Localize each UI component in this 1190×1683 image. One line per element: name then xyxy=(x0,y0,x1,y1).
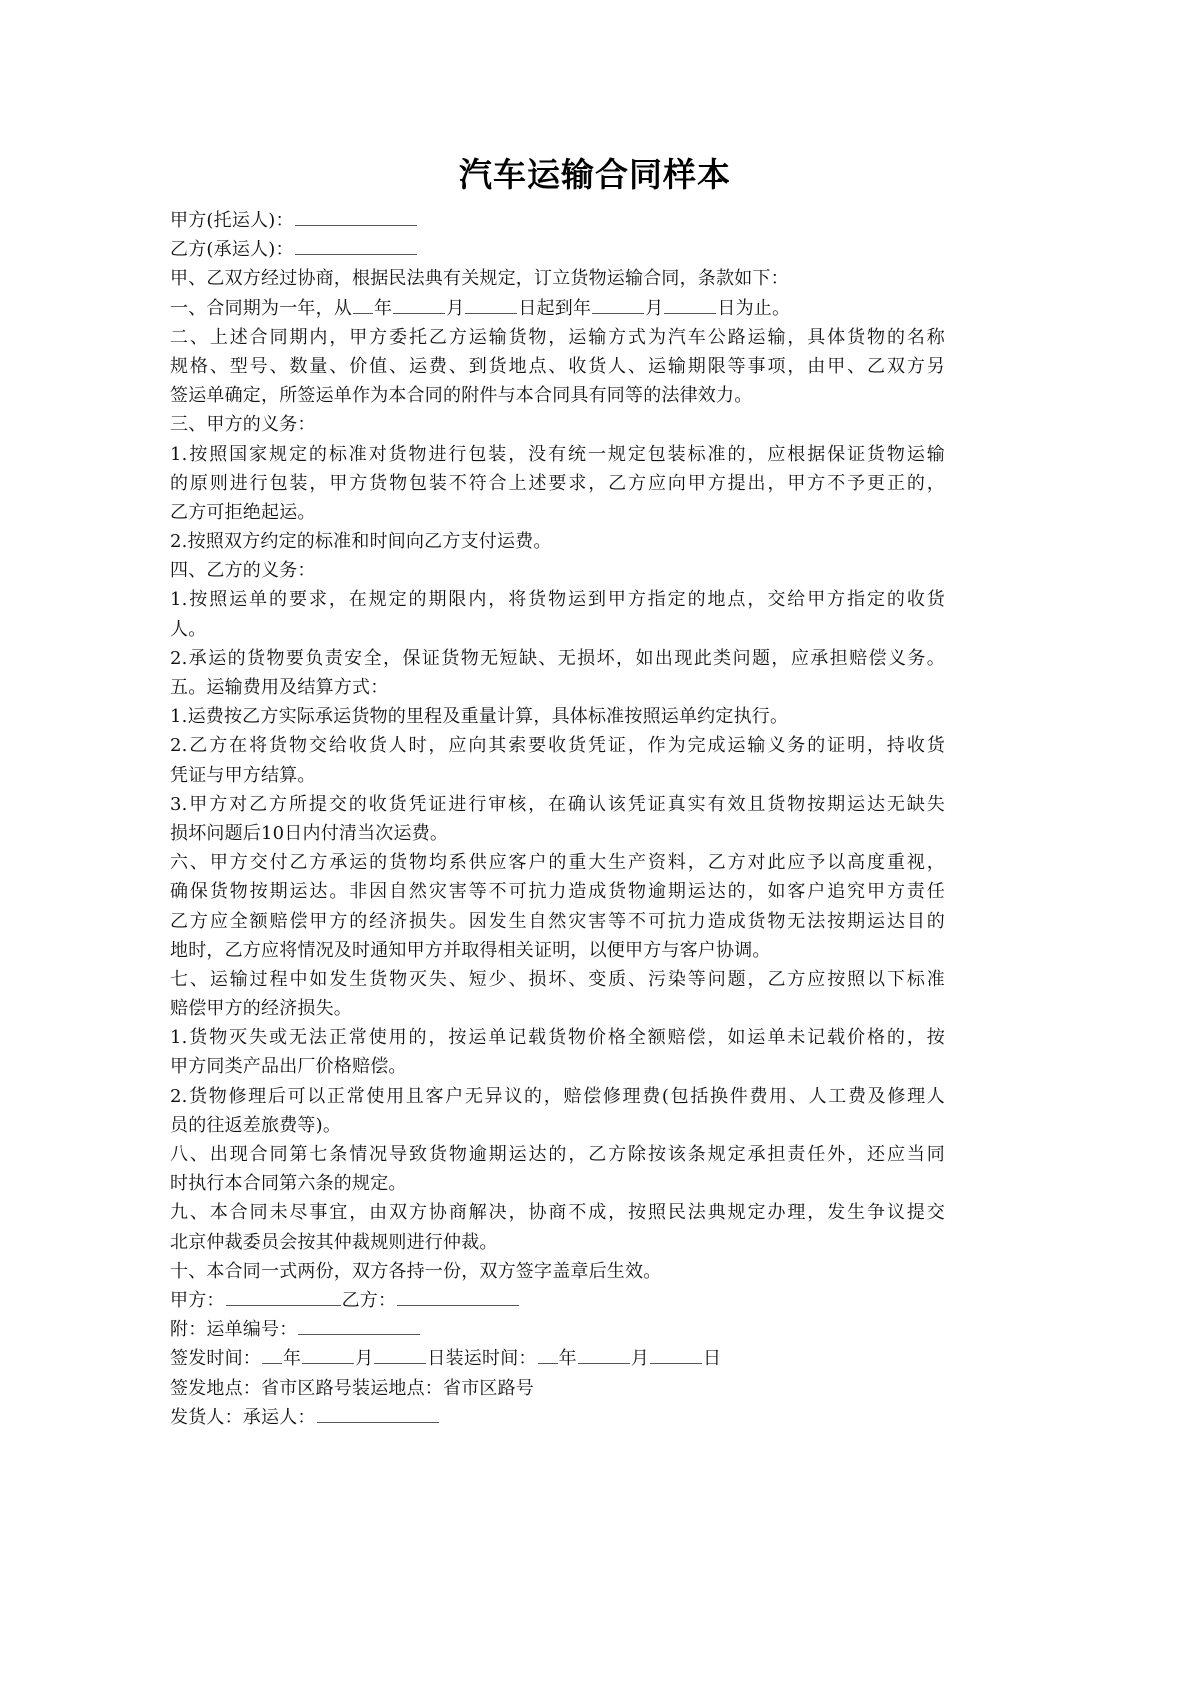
clause-line: 五。运输费用及结算方式： xyxy=(170,677,389,698)
clause-1-line xyxy=(170,294,945,323)
clause-line: 六、甲方交付乙方承运的货物均系供应客户的重大生产资料，乙方对此应予以高度重视， xyxy=(170,852,945,874)
clause-line: 北京仲裁委员会按其仲裁规则进行仲裁。 xyxy=(170,1231,498,1253)
clause-line: 2.按照双方约定的标准和时间向乙方支付运费。 xyxy=(170,531,552,553)
clause-line: 甲方同类产品出厂价格赔偿。 xyxy=(170,1056,407,1078)
blank xyxy=(465,295,517,314)
party-b-sign-blank xyxy=(397,1287,519,1306)
month-label: 月 xyxy=(645,297,664,319)
clause-line: 确保货物按期运达。非因自然灾害等不可抗力造成货物逾期运达的，如客户追究甲方责任 xyxy=(170,881,945,903)
issue-time-line xyxy=(170,1344,945,1373)
clause-line: 签运单确定，所签运单作为本合同的附件与本合同具有同等的法律效力。 xyxy=(170,385,753,407)
blank xyxy=(650,1345,702,1364)
year-label: 年 xyxy=(374,297,393,319)
clause-line: 三、甲方的义务： xyxy=(170,414,316,436)
clause-line: 乙方可拒绝起运。 xyxy=(170,501,316,523)
clause-line: 四、乙方的义务： xyxy=(170,560,316,582)
signature-line xyxy=(170,1286,945,1315)
party-a-blank xyxy=(295,207,417,226)
blank xyxy=(393,295,445,314)
clause-line: 1.按照运单的要求，在规定的期限内，将货物运到甲方指定的地点，交给甲方指定的收货 xyxy=(170,589,945,611)
blank xyxy=(538,1345,558,1364)
clause-line: 十、本合同一式两份，双方各持一份，双方签字盖章后生效。 xyxy=(170,1260,662,1282)
blank xyxy=(592,295,644,314)
clause-line: 1.货物灭失或无法正常使用的，按运单记载货物价格全额赔偿，如运单未记载价格的，按 xyxy=(170,1027,945,1049)
month-label: 月 xyxy=(355,1348,374,1370)
clause-line: 乙方应全额赔偿甲方的经济损失。因发生自然灾害等不可抗力造成货物无法按期运达目的 xyxy=(170,910,945,932)
contract-body xyxy=(170,206,945,1432)
clause-line: 1.按照国家规定的标准对货物进行包装，没有统一规定包装标准的，应根据保证货物运输 xyxy=(170,443,945,465)
clause-lines xyxy=(170,323,945,1286)
shipper-line xyxy=(170,1403,945,1432)
party-b-sign-label: 乙方： xyxy=(341,1289,397,1311)
intro-line: 甲、乙双方经过协商，根据民法典有关规定，订立货物运输合同，条款如下： xyxy=(170,268,789,290)
clause-line: 损坏问题后10日内付清当次运费。 xyxy=(170,822,449,844)
party-b-label: 乙方(承运人)： xyxy=(170,239,294,261)
clause-1-text: 一、合同期为一年，从 xyxy=(170,297,352,319)
waybill-label: 附：运单编号： xyxy=(170,1319,298,1341)
load-time-label: 日装运时间： xyxy=(427,1348,537,1370)
party-a-sign-blank xyxy=(226,1287,341,1306)
clause-line: 2.乙方在将货物交给收货人时，应向其索要收货凭证，作为完成运输义务的证明，持收货 xyxy=(170,735,945,757)
day-label: 日起到年 xyxy=(518,297,592,319)
blank xyxy=(664,295,716,314)
clause-line: 凭证与甲方结算。 xyxy=(170,764,316,786)
party-b-line xyxy=(170,235,945,264)
waybill-line xyxy=(170,1315,945,1344)
blank xyxy=(302,1345,354,1364)
blank xyxy=(353,295,373,314)
clause-line: 时执行本合同第六条的规定。 xyxy=(170,1173,407,1195)
clause-line: 2.承运的货物要负责安全，保证货物无短缺、无损坏，如出现此类问题，应承担赔偿义务。 xyxy=(170,647,945,669)
clause-line: 规格、型号、数量、价值、运费、到货地点、收货人、运输期限等事项，由甲、乙双方另 xyxy=(170,355,945,377)
clause-line: 2.货物修理后可以正常使用且客户无异议的，赔偿修理费(包括换件费用、人工费及修理人 xyxy=(170,1085,945,1107)
year-label: 年 xyxy=(283,1348,302,1370)
issue-time-label: 签发时间： xyxy=(170,1348,261,1370)
party-a-line xyxy=(170,206,945,235)
blank xyxy=(262,1345,282,1364)
clause-line: 九、本合同未尽事宜，由双方协商解决，协商不成，按照民法典规定办理，发生争议提交 xyxy=(170,1202,945,1224)
document-title: 汽车运输合同样本 xyxy=(459,155,731,194)
party-a-sign-label: 甲方： xyxy=(170,1289,225,1311)
shipper-label: 发货人：承运人： xyxy=(170,1406,316,1428)
year-label: 年 xyxy=(558,1348,577,1370)
clause-line: 3.甲方对乙方所提交的收货凭证进行审核，在确认该凭证真实有效且货物按期运达无缺失 xyxy=(170,793,945,815)
clause-line: 赔偿甲方的经济损失。 xyxy=(170,998,352,1020)
waybill-blank xyxy=(298,1316,420,1335)
blank xyxy=(374,1345,426,1364)
blank xyxy=(578,1345,630,1364)
month-label: 月 xyxy=(630,1348,650,1370)
clause-line: 的原则进行包装，甲方货物包装不符合上述要求，乙方应向甲方提出，甲方不予更正的， xyxy=(170,472,945,494)
clause-line: 1.运费按乙方实际承运货物的里程及重量计算，具体标准按照运单约定执行。 xyxy=(170,706,789,728)
party-b-blank xyxy=(295,236,417,255)
clause-line: 七、运输过程中如发生货物灭失、短少、损坏、变质、污染等问题，乙方应按照以下标准 xyxy=(170,968,945,990)
party-a-label: 甲方(托运人)： xyxy=(170,210,294,231)
carrier-blank xyxy=(317,1404,439,1423)
clause-line: 地时，乙方应将情况及时通知甲方并取得相关证明，以便甲方与客户协调。 xyxy=(170,939,771,961)
clause-line: 人。 xyxy=(170,618,207,640)
day-label: 日 xyxy=(703,1348,722,1370)
day-label: 日为止。 xyxy=(717,297,791,319)
clause-line: 八、出现合同第七条情况导致货物逾期运达的，乙方除按该条规定承担责任外，还应当同 xyxy=(170,1144,945,1165)
clause-line: 二、上述合同期内，甲方委托乙方运输货物，运输方式为汽车公路运输，具体货物的名称 xyxy=(170,326,945,348)
clause-line: 员的往返差旅费等)。 xyxy=(170,1114,342,1136)
issue-place-line: 签发地点：省市区路号装运地点：省市区路号 xyxy=(170,1377,534,1399)
month-label: 月 xyxy=(446,297,465,319)
